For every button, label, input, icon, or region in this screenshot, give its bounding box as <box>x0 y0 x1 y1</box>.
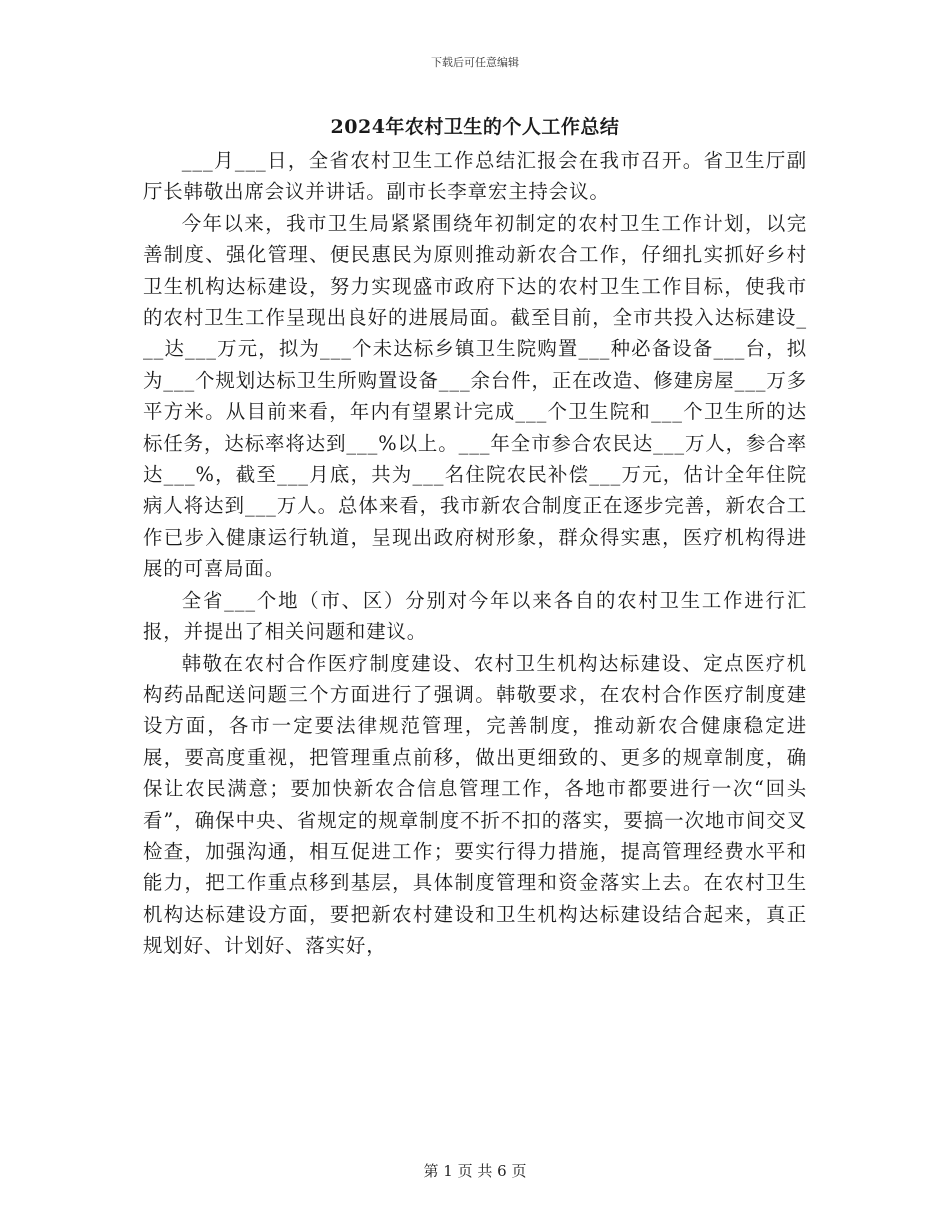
header-note: 下载后可任意编辑 <box>431 56 519 69</box>
paragraph: 韩敬在农村合作医疗制度建设、农村卫生机构达标建设、定点医疗机构药品配送问题三个方面进行了强调。韩敬要求，在农村合作医疗制度建设方面，各市一定要法律规范管理，完善制度，推动新农合健康稳定进展，要高度重视，把管理重点前移，做出更细致的、更多的规章制度，确保让农民满意；要加快新农合信息管理工作，各地市都要进行一次“回头看”，确保中央、省规定的规章制度不折不扣的落实，要搞一次地市间交叉检查，加强沟通，相互促进工作；要实行得力措施，提高管理经费水平和能力，把工作重点移到基层，具体制度管理和资金落实上去。在农村卫生机构达标建设方面，要把新农村建设和卫生机构达标建设结合起来，真正规划好、计划好、落实好， <box>143 651 807 958</box>
page-number: 第 1 页 共 6 页 <box>423 1162 527 1180</box>
paragraph: 全省___个地（市、区）分别对今年以来各自的农村卫生工作进行汇报，并提出了相关问题和建议。 <box>143 588 807 644</box>
paragraph: ___月___日，全省农村卫生工作总结汇报会在我市召开。省卫生厅副厅长韩敬出席会议并讲话。副市长李章宏主持会议。 <box>143 149 807 204</box>
paragraph: 今年以来，我市卫生局紧紧围绕年初制定的农村卫生工作计划，以完善制度、强化管理、便民惠民为原则推动新农合工作，仔细扎实抓好乡村卫生机构达标建设，努力实现盛市政府下达的农村卫生工作目标，使我市的农村卫生工作呈现出良好的进展局面。截至目前，全市共投入达标建设___达___万元，拟为___个未达标乡镇卫生院购置___种必备设备___台，拟为___个规划达标卫生所购置设备___余台件，正在改造、修建房屋___万多平方米。从目前来看，年内有望累计完成___个卫生院和___个卫生所的达标任务，达标率将达到___%以上。___年全市参合农民达___万人，参合率达___%，截至___月底，共为___名住院农民补偿___万元，估计全年住院病人将达到___万人。总体来看，我市新农合制度正在逐步完善，新农合工作已步入健康运行轨道，呈现出政府树形象，群众得实惠，医疗机构得进展的可喜局面。 <box>143 211 807 581</box>
document-body <box>143 145 807 962</box>
document-title: 2024年农村卫生的个人工作总结 <box>330 116 620 138</box>
